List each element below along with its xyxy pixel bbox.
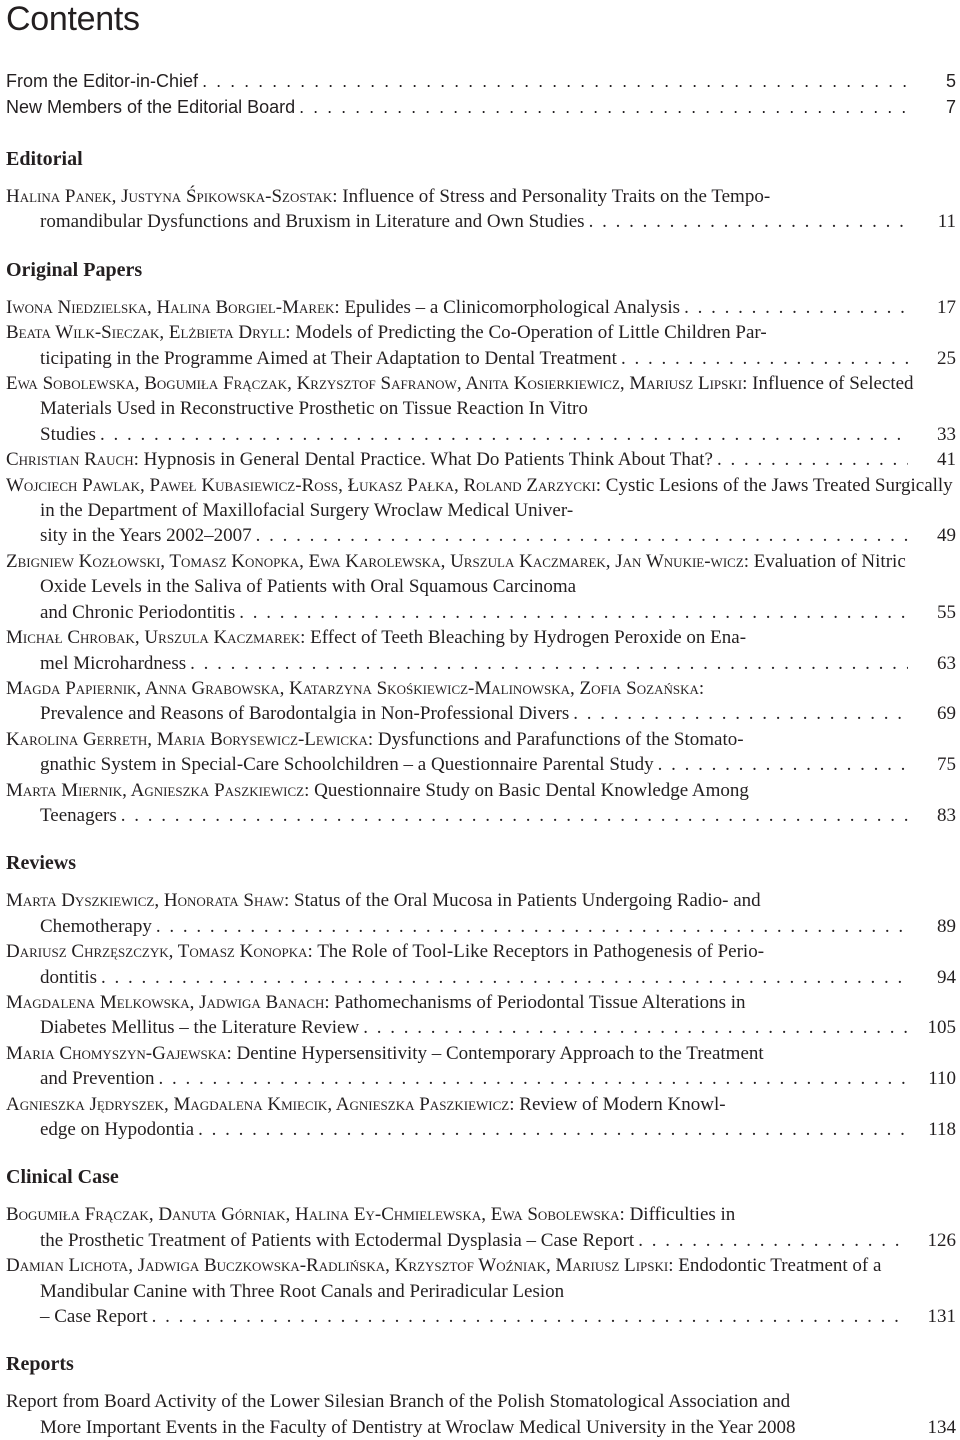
- entry-line: [6, 94, 956, 120]
- page-number: 25: [937, 347, 956, 369]
- entry-title: Questionnaire Study on Basic Dental Knowledge Among: [309, 779, 749, 801]
- page-number: 110: [928, 1068, 956, 1090]
- entry-title-end: More Important Events in the Faculty of Dentistry at Wroclaw Medical University in the Year 2008: [40, 1416, 796, 1438]
- entry-last-line: [6, 965, 956, 990]
- entry-title: Pathomechanisms of Periodontal Tissue Alterations in: [329, 991, 746, 1013]
- page-number: 134: [927, 1416, 956, 1438]
- toc-entry[interactable]: [6, 371, 956, 447]
- toc-entry[interactable]: [6, 473, 956, 549]
- dot-leader: [202, 68, 908, 94]
- section-heading: Editorial: [6, 148, 83, 170]
- entry-title: Status of the Oral Mucosa in Patients Undergoing Radio- and: [289, 890, 761, 912]
- entry-last-line: [6, 1117, 956, 1142]
- entry-line: [6, 295, 956, 320]
- toc-entry[interactable]: [6, 727, 956, 778]
- entry-last-line: [6, 600, 956, 625]
- entry-title-end: the Prosthetic Treatment of Patients with Ectodermal Dysplasia – Case Report: [40, 1229, 635, 1251]
- toc-entry[interactable]: [6, 888, 956, 939]
- toc-entry[interactable]: [6, 447, 956, 472]
- entry-body: [6, 1389, 956, 1414]
- entry-title-end: sity in the Years 2002–2007: [40, 525, 252, 547]
- entry-line: [6, 447, 956, 472]
- entry-body: [6, 184, 956, 209]
- dot-leader: [638, 1228, 908, 1253]
- entry-authors: Agnieszka Jędryszek, Magdalena Kmiecik, Agnieszka Paszkiewicz:: [6, 1093, 515, 1115]
- entry-authors: Christian Rauch:: [6, 449, 139, 471]
- section-heading: Original Papers: [6, 258, 143, 281]
- page-number: 5: [945, 71, 956, 91]
- entry-title: Cystic Lesions of the Jaws Treated Surgically in the Department of Maxillofacial Surgery Wroclaw Medical Univer-: [40, 474, 953, 522]
- page-number: 41: [937, 449, 956, 471]
- page-number: 105: [927, 1017, 956, 1039]
- page-number: 11: [937, 211, 956, 233]
- page-number: 49: [937, 525, 956, 547]
- page-number: 94: [937, 966, 956, 988]
- entry-title-end: ticipating in the Programme Aimed at Their Adaptation to Dental Treatment: [40, 347, 617, 369]
- section-heading: Clinical Case: [6, 1166, 119, 1189]
- toc-entry[interactable]: [6, 676, 956, 727]
- entry-last-line: [6, 1415, 956, 1440]
- entry-title: Influence of Stress and Personality Traits on the Tempo-: [337, 186, 771, 207]
- entry-authors: Michał Chrobak, Urszula Kaczmarek:: [6, 627, 306, 649]
- page-number: 33: [937, 423, 956, 445]
- dot-leader: [101, 965, 908, 990]
- dot-leader: [121, 803, 908, 828]
- entry-authors: Ewa Sobolewska, Bogumiła Frączak, Krzysztof Safranow, Anita Kosierkiewicz, Mariusz Lipski:: [6, 373, 748, 395]
- page-number: 131: [927, 1306, 956, 1328]
- entry-authors: Magdalena Melkowska, Jadwiga Banach:: [6, 991, 330, 1013]
- toc-entry[interactable]: [6, 68, 956, 94]
- entry-body: [6, 1253, 956, 1304]
- entry-text: Iwona Niedzielska, Halina Borgiel-Marek: Epulides – a Clinicomorphological Analysis: [6, 296, 681, 318]
- entry-body: [6, 625, 956, 650]
- entry-body: [6, 778, 956, 803]
- page-number: 69: [937, 703, 956, 725]
- entry-title: The Role of Tool-Like Receptors in Pathogenesis of Perio-: [312, 941, 765, 963]
- entry-title-end: mel Microhardness: [40, 652, 187, 674]
- entry-body: [6, 371, 956, 422]
- toc-entry[interactable]: [6, 94, 956, 120]
- entry-body: [6, 473, 956, 524]
- entry-title-end: dontitis: [40, 966, 98, 988]
- entry-last-line: [6, 523, 956, 548]
- entry-title: From the Editor-in-Chief: [6, 71, 199, 91]
- entry-title: Influence of Selected Materials Used in Reconstructive Prosthetic on Tissue Reaction In Vitro: [40, 373, 914, 420]
- entry-last-line: [6, 701, 956, 726]
- toc-entry[interactable]: [6, 1389, 956, 1440]
- entry-authors: Damian Lichota, Jadwiga Buczkowska-Radlińska, Krzysztof Woźniak, Mariusz Lipski:: [6, 1255, 674, 1277]
- entry-title: Dysfunctions and Parafunctions of the Stomato-: [373, 728, 744, 750]
- toc-entry[interactable]: [6, 320, 956, 371]
- entry-last-line: [6, 1066, 956, 1091]
- dot-leader: [573, 701, 908, 726]
- page-number: 89: [937, 915, 956, 937]
- entry-title: Endodontic Treatment of a Mandibular Canine with Three Root Canals and Periradicular Lesion: [40, 1255, 882, 1302]
- toc-entry[interactable]: [6, 778, 956, 829]
- entry-last-line: [6, 422, 956, 447]
- entry-last-line: [6, 651, 956, 676]
- toc-entry[interactable]: [6, 625, 956, 676]
- entry-text: Christian Rauch: Hypnosis in General Dental Practice. What Do Patients Think About That?: [6, 449, 713, 471]
- entry-title-end: and Prevention: [40, 1068, 155, 1090]
- dot-leader: [100, 422, 908, 447]
- entry-body: [6, 939, 956, 964]
- dot-leader: [190, 651, 908, 676]
- entry-authors: Karolina Gerreth, Maria Borysewicz-Lewicka:: [6, 728, 374, 750]
- toc-entry[interactable]: [6, 1041, 956, 1092]
- dot-leader: [152, 1304, 908, 1329]
- entry-title-end: Teenagers: [40, 804, 117, 826]
- entry-title-end: romandibular Dysfunctions and Bruxism in Literature and Own Studies: [40, 211, 585, 233]
- toc-entry[interactable]: [6, 295, 956, 320]
- entry-title: Report from Board Activity of the Lower Silesian Branch of the Polish Stomatological Association and: [6, 1391, 791, 1413]
- entry-authors: Bogumiła Frączak, Danuta Górniak, Halina Ey-Chmielewska, Ewa Sobolewska:: [6, 1204, 625, 1226]
- page-number: 63: [937, 652, 956, 674]
- toc-entry[interactable]: [6, 1092, 956, 1143]
- entry-authors: Beata Wilk-Sieczak, Elżbieta Dryll:: [6, 322, 291, 344]
- entry-last-line: [6, 752, 956, 777]
- section-heading: Reviews: [6, 852, 76, 875]
- entry-last-line: [6, 914, 956, 939]
- dot-leader: [589, 209, 908, 234]
- entry-body: [6, 549, 956, 600]
- page-number: 17: [937, 296, 956, 318]
- toc-entry[interactable]: [6, 939, 956, 990]
- entry-body: [6, 1092, 956, 1117]
- entry-title-end: edge on Hypodontia: [40, 1119, 195, 1140]
- dot-leader: [363, 1015, 908, 1040]
- page-number: 7: [945, 97, 956, 117]
- page-number: 75: [937, 754, 956, 776]
- page-number: 83: [937, 804, 956, 826]
- entry-last-line: [6, 1228, 956, 1253]
- entry-authors: Marta Miernik, Agnieszka Paszkiewicz:: [6, 779, 310, 801]
- entry-body: [6, 676, 956, 701]
- entry-last-line: [6, 1304, 956, 1329]
- page-number: 55: [937, 601, 956, 623]
- entry-title: Evaluation of Nitric Oxide Levels in the Saliva of Patients with Oral Squamous Carcinoma: [40, 550, 906, 598]
- entry-authors: Dariusz Chrzęszczyk, Tomasz Konopka:: [6, 941, 313, 963]
- toc-entry[interactable]: [6, 1253, 956, 1329]
- entry-authors: Marta Dyszkiewicz, Honorata Shaw:: [6, 890, 290, 912]
- dot-leader: [198, 1117, 908, 1142]
- entry-body: [6, 888, 956, 913]
- entry-authors: Magda Papiernik, Anna Grabowska, Katarzyna Skośkiewicz-Malinowska, Zofia Sozańska:: [6, 677, 705, 699]
- entry-title-end: Studies: [40, 423, 96, 445]
- dot-leader: [156, 914, 908, 939]
- entry-title: Effect of Teeth Bleaching by Hydrogen Peroxide on Ena-: [305, 627, 747, 649]
- dot-leader: [159, 1066, 908, 1091]
- entry-body: [6, 320, 956, 345]
- page-title: Contents: [6, 0, 140, 38]
- entry-title: Models of Predicting the Co-Operation of Little Children Par-: [290, 322, 767, 344]
- dot-leader: [299, 94, 908, 120]
- entry-title: New Members of the Editorial Board: [6, 97, 296, 117]
- entry-body: [6, 1041, 956, 1066]
- toc-entry[interactable]: [6, 1202, 956, 1253]
- entry-title-end: Prevalence and Reasons of Barodontalgia in Non-Professional Divers: [40, 703, 570, 725]
- entry-title-end: – Case Report: [40, 1306, 148, 1328]
- dot-leader: [621, 346, 908, 371]
- entry-last-line: [6, 803, 956, 828]
- entry-title-end: Chemotherapy: [40, 915, 152, 937]
- page-number: 118: [928, 1119, 956, 1140]
- entry-last-line: [6, 346, 956, 371]
- dot-leader: [256, 523, 908, 548]
- entry-body: [6, 990, 956, 1015]
- entry-authors: Maria Chomyszyn-Gajewska:: [6, 1042, 232, 1064]
- entry-body: [6, 1202, 956, 1227]
- entry-last-line: [6, 209, 956, 234]
- entry-authors: Zbigniew Kozłowski, Tomasz Konopka, Ewa Karolewska, Urszula Kaczmarek, Jan Wnukie-wicz:: [6, 550, 750, 572]
- toc-entry[interactable]: [6, 990, 956, 1041]
- entry-title-end: gnathic System in Special-Care Schoolchildren – a Questionnaire Parental Study: [40, 754, 654, 776]
- toc-entry[interactable]: [6, 184, 956, 235]
- entry-title: Difficulties in: [624, 1204, 736, 1226]
- dot-leader: [717, 447, 908, 472]
- entry-body: [6, 727, 956, 752]
- entry-title: Dentine Hypersensitivity – Contemporary Approach to the Treatment: [231, 1042, 764, 1064]
- dot-leader: [684, 295, 908, 320]
- dot-leader: [239, 600, 908, 625]
- entry-last-line: [6, 1015, 956, 1040]
- entry-authors: Iwona Niedzielska, Halina Borgiel-Marek:: [6, 296, 340, 318]
- entry-authors: Wojciech Pawlak, Paweł Kubasiewicz-Ross, Łukasz Pałka, Roland Zarzycki:: [6, 474, 602, 496]
- table-of-contents: [6, 68, 956, 1440]
- page-number: 126: [927, 1229, 956, 1251]
- entry-title-end: and Chronic Periodontitis: [40, 601, 236, 623]
- toc-entry[interactable]: [6, 549, 956, 625]
- section-heading: Reports: [6, 1353, 74, 1376]
- entry-line: [6, 68, 956, 94]
- entry-title: Review of Modern Knowl-: [514, 1093, 726, 1115]
- entry-authors: Halina Panek, Justyna Śpikowska-Szostak:: [6, 186, 338, 207]
- dot-leader: [658, 752, 908, 777]
- entry-title-end: Diabetes Mellitus – the Literature Review: [40, 1017, 360, 1039]
